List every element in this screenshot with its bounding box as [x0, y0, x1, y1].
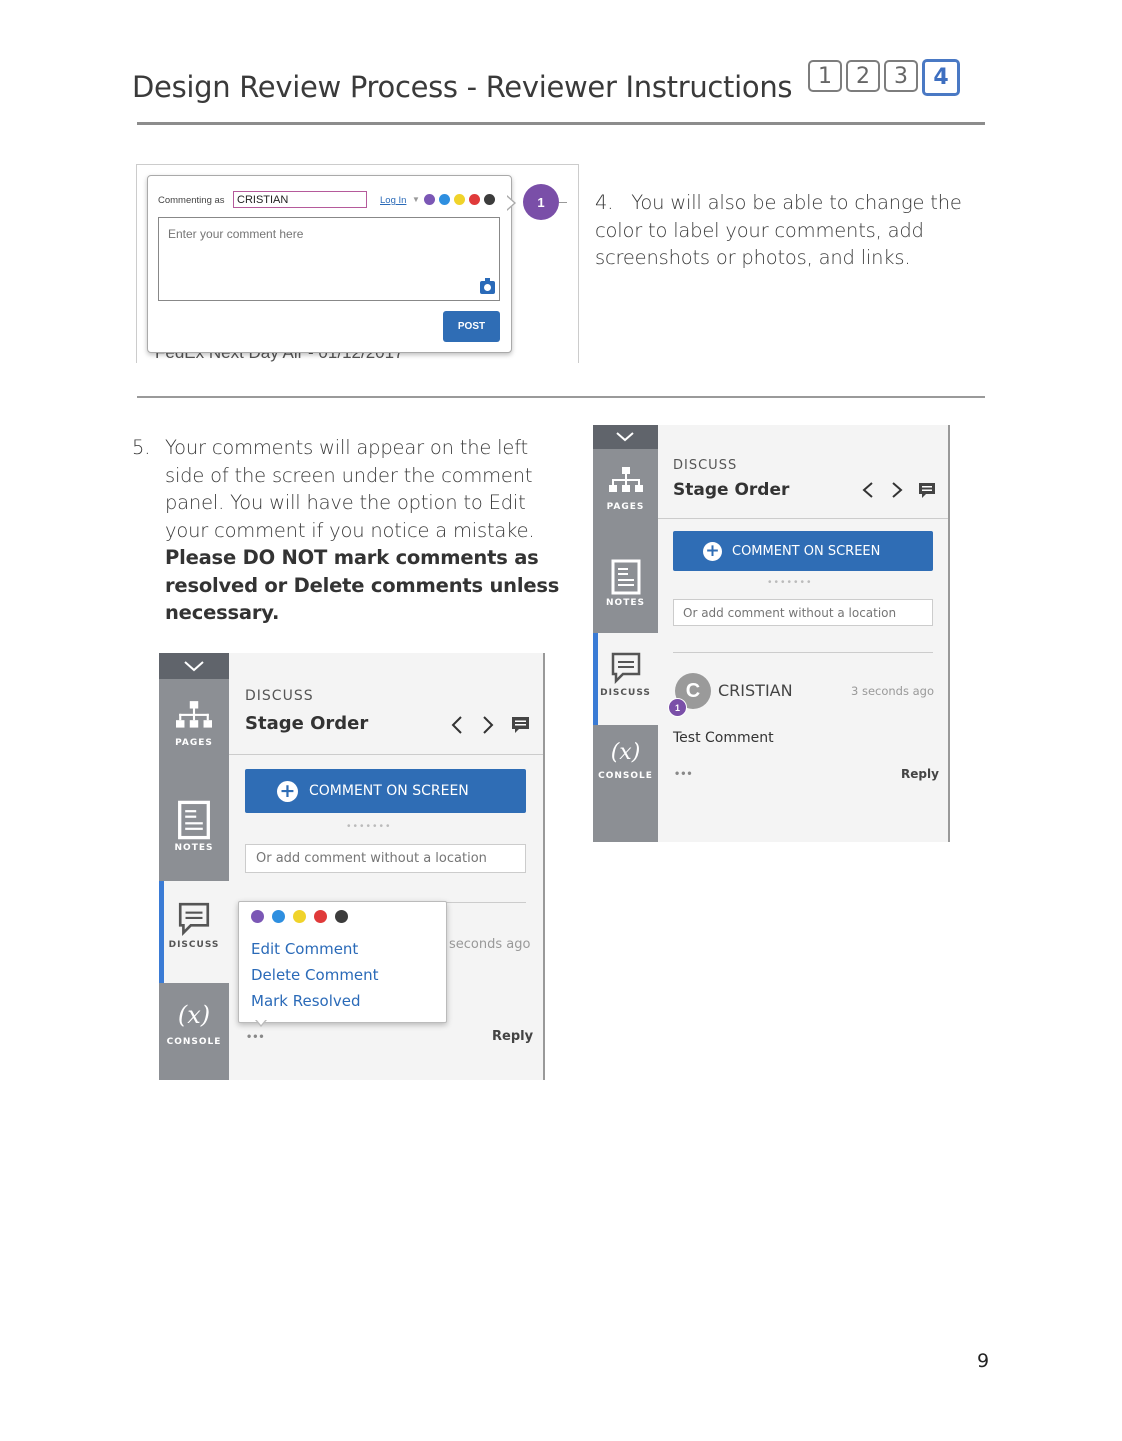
active-indicator [159, 881, 164, 983]
comment-icon [606, 651, 646, 685]
edit-comment-item[interactable]: Edit Comment [251, 940, 359, 958]
next-icon[interactable] [481, 715, 495, 740]
collapse-toggle[interactable] [593, 425, 658, 449]
panel-title: Stage Order [245, 713, 369, 734]
rail-label-notes: NOTES [174, 843, 214, 853]
more-options-icon[interactable]: ••• [675, 766, 694, 780]
page-title: Design Review Process - Reviewer Instructions [132, 70, 793, 104]
color-black[interactable] [335, 910, 348, 923]
commenting-as-label: Commenting as [158, 195, 225, 206]
menu-color-picker [251, 910, 348, 923]
console-icon: (x) [177, 1001, 211, 1029]
panel-header-divider [658, 518, 948, 519]
step-4-active[interactable]: 4 [922, 59, 960, 96]
chevron-down-icon[interactable]: ▼ [412, 195, 420, 204]
popover-arrow-inner [506, 196, 514, 210]
step-indicator [808, 60, 960, 96]
comment-list-icon[interactable] [918, 482, 936, 505]
menu-arrow-inner [256, 1019, 266, 1025]
mark-resolved-item[interactable]: Mark Resolved [251, 992, 361, 1010]
previous-icon[interactable] [450, 715, 464, 740]
comment-number-badge: 1 [523, 184, 559, 220]
reply-link[interactable]: Reply [492, 1029, 534, 1044]
comment-on-screen-button[interactable] [673, 531, 933, 571]
more-options-icon[interactable]: ••• [247, 1029, 266, 1043]
step-1[interactable]: 1 [808, 60, 842, 92]
rail-label-pages: PAGES [606, 502, 645, 512]
comment-icon [172, 901, 216, 937]
comment-on-screen-label: COMMENT ON SCREEN [309, 783, 469, 799]
rail-label-discuss: DISCUSS [600, 688, 651, 698]
comment-author: CRISTIAN [718, 681, 793, 700]
discuss-panel-screenshot [593, 425, 950, 842]
rail-label-pages: PAGES [175, 738, 213, 748]
location-comment-input[interactable] [245, 844, 526, 873]
comment-on-screen-button[interactable] [245, 769, 526, 813]
comment-list-icon[interactable] [511, 716, 530, 740]
comment-divider [673, 652, 933, 653]
rail-item-pages[interactable] [159, 699, 229, 748]
plus-icon: + [703, 542, 722, 561]
avatar: C [675, 673, 711, 709]
delete-comment-item[interactable]: Delete Comment [251, 966, 379, 984]
camera-icon[interactable] [480, 281, 495, 294]
chevron-down-icon [593, 425, 658, 449]
color-red[interactable] [314, 910, 327, 923]
rail-item-console[interactable] [593, 740, 658, 781]
rail-label-notes: NOTES [606, 598, 645, 608]
drag-dots: ••••••• [768, 577, 814, 588]
commenter-name-field[interactable] [233, 191, 367, 208]
rail-item-notes[interactable] [159, 800, 229, 853]
section-divider [137, 396, 985, 398]
step-5-text: Your comments will appear on the left side of the screen under the comment panel. You will have the option to Edit your comment if you notice a mistake. [165, 436, 535, 542]
step-3[interactable]: 3 [884, 60, 918, 92]
panel-header-divider [229, 754, 543, 755]
console-icon: (x) [610, 740, 641, 765]
color-picker [424, 194, 495, 205]
next-icon[interactable] [890, 481, 904, 504]
step-2[interactable]: 2 [846, 60, 880, 92]
previous-icon[interactable] [861, 481, 875, 504]
rail-label-console: CONSOLE [598, 771, 653, 781]
step-5-warning: Please DO NOT mark comments as resolved or Delete comments unless necessary. [165, 546, 560, 624]
color-purple[interactable] [424, 194, 435, 205]
color-blue[interactable] [272, 910, 285, 923]
comment-number-badge: 1 [668, 698, 687, 717]
log-in-link[interactable]: Log In [380, 195, 407, 206]
comment-textarea[interactable] [158, 217, 500, 301]
sitemap-icon [606, 465, 646, 499]
post-button[interactable]: POST [443, 311, 500, 342]
color-black[interactable] [484, 194, 495, 205]
rail-item-pages[interactable] [593, 465, 658, 512]
discuss-label: DISCUSS [673, 458, 738, 473]
rail-item-discuss[interactable] [593, 633, 658, 725]
comment-on-screen-label: COMMENT ON SCREEN [732, 543, 881, 559]
rail-item-notes[interactable] [593, 559, 658, 608]
panel-title: Stage Order [673, 480, 790, 500]
rail-item-discuss[interactable] [159, 881, 229, 983]
comment-options-menu [238, 901, 447, 1023]
drag-dots: ••••••• [347, 821, 393, 832]
comment-time: 3 seconds ago [851, 684, 935, 698]
color-purple[interactable] [251, 910, 264, 923]
step-4-number: 4. [595, 191, 614, 214]
header-divider [137, 122, 985, 125]
step-4-text [595, 189, 995, 272]
color-blue[interactable] [439, 194, 450, 205]
step-5-number: 5. [132, 436, 151, 459]
discuss-label: DISCUSS [245, 688, 314, 704]
comment-text: Test Comment [673, 730, 774, 746]
discuss-panel-menu-screenshot [159, 653, 545, 1080]
color-yellow[interactable] [454, 194, 465, 205]
page-number: 9 [977, 1350, 990, 1372]
rail-label-discuss: DISCUSS [168, 940, 220, 950]
collapse-toggle[interactable] [159, 653, 229, 679]
notes-icon [172, 800, 216, 840]
plus-icon: + [277, 781, 298, 802]
rail-item-console[interactable] [159, 1001, 229, 1047]
comment-time-partial: seconds ago [449, 937, 531, 952]
active-indicator [593, 633, 598, 725]
step-4-body: You will also be able to change the color to label your comments, add screenshots or photos, and links. [595, 191, 962, 269]
badge-connector [559, 202, 567, 203]
location-comment-input[interactable] [673, 599, 933, 626]
color-yellow[interactable] [293, 910, 306, 923]
rail-label-console: CONSOLE [166, 1037, 222, 1047]
color-red[interactable] [469, 194, 480, 205]
sitemap-icon [172, 699, 216, 735]
reply-link[interactable]: Reply [901, 767, 939, 781]
notes-icon [606, 559, 646, 595]
chevron-down-icon [159, 653, 229, 679]
